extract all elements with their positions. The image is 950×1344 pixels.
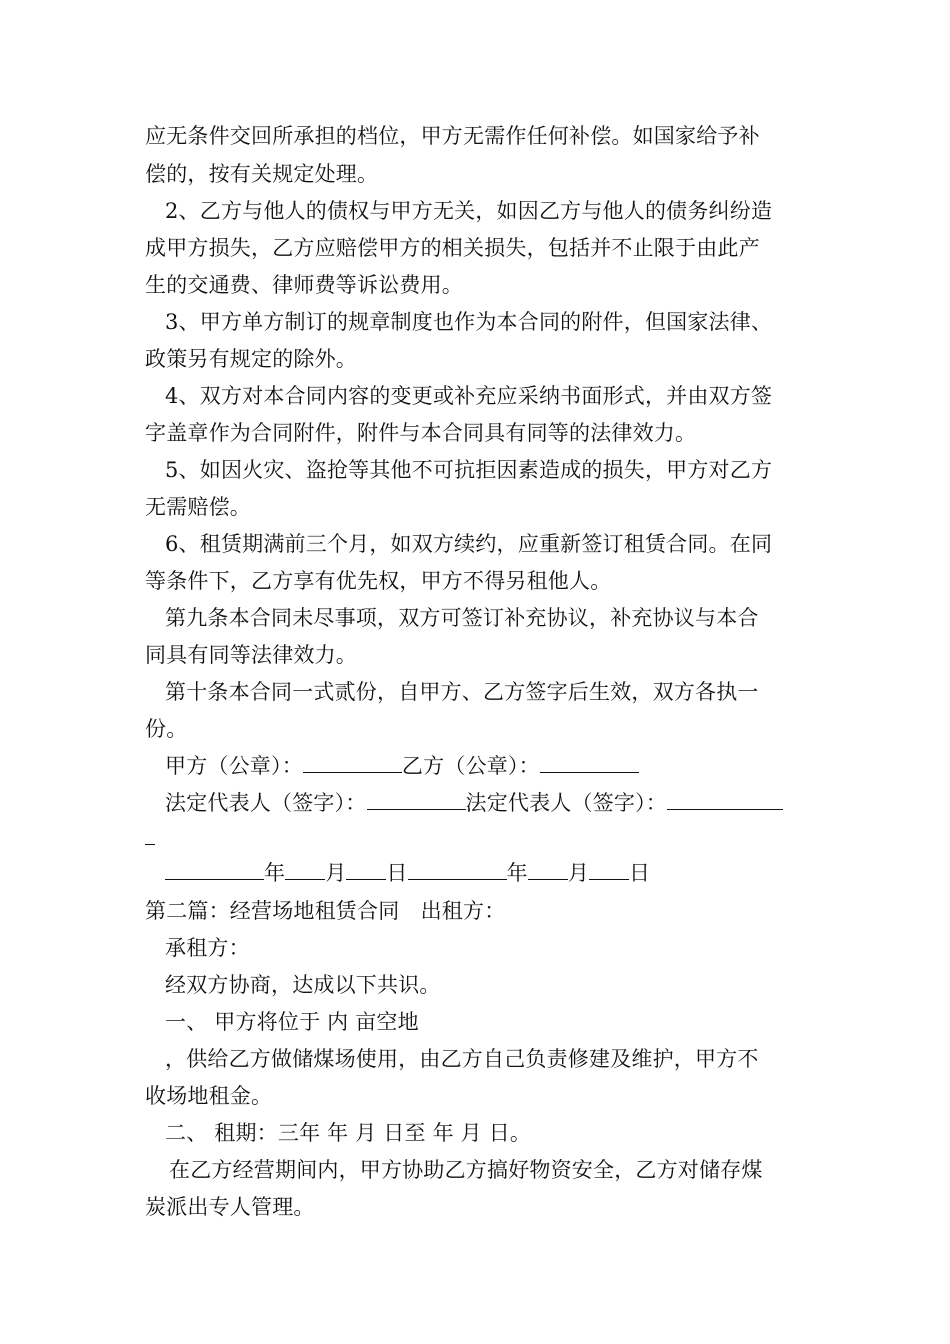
party-a-seal-blank[interactable] bbox=[303, 750, 402, 773]
clause-2-line: 2、乙方与他人的债权与甲方无关，如因乙方与他人的债务纠纷造 bbox=[165, 199, 773, 223]
date-a-year-blank[interactable] bbox=[165, 857, 264, 880]
paragraph-line: 字盖章作为合同附件，附件与本合同具有同等的法律效力。 bbox=[145, 421, 697, 445]
clause-6-line: 6、租赁期满前三个月，如双方续约，应重新签订租赁合同。在同 bbox=[165, 532, 773, 556]
paragraph-line: 政策另有规定的除外。 bbox=[145, 347, 357, 371]
lessee-line: 承租方： bbox=[165, 936, 250, 960]
paragraph-line: 等条件下，乙方享有优先权，甲方不得另租他人。 bbox=[145, 569, 612, 593]
clause-4-line: 4、双方对本合同内容的变更或补充应采纳书面形式，并由双方签 bbox=[165, 384, 773, 408]
paragraph-line: 在乙方经营期间内，甲方协助乙方搞好物资安全，乙方对储存煤 bbox=[169, 1158, 763, 1182]
date-b-year-blank[interactable] bbox=[408, 857, 507, 880]
year-label: 年 bbox=[506, 861, 528, 885]
paragraph-line: 收场地租金。 bbox=[145, 1084, 273, 1108]
rep-a-blank[interactable] bbox=[367, 787, 466, 810]
article-9-line: 第九条本合同未尽事项，双方可签订补充协议，补充协议与本合 bbox=[165, 606, 759, 630]
month-label: 月 bbox=[567, 861, 590, 885]
rep-b-blank-continued[interactable] bbox=[145, 822, 155, 845]
article-10-line: 第十条本合同一式贰份，自甲方、乙方签字后生效，双方各执一 bbox=[165, 680, 759, 704]
day-label: 日 bbox=[629, 861, 651, 885]
rep-b-label: 法定代表人（签字）： bbox=[465, 791, 667, 815]
date-b-month-blank[interactable] bbox=[528, 857, 568, 880]
rep-b-blank[interactable] bbox=[667, 787, 783, 810]
day-label: 日 bbox=[386, 861, 408, 885]
paragraph-line: 经双方协商，达成以下共识。 bbox=[165, 973, 441, 997]
clause-5-line: 5、如因火灾、盗抢等其他不可抗拒因素造成的损失，甲方对乙方 bbox=[165, 458, 773, 482]
rep-a-label: 法定代表人（签字）： bbox=[165, 791, 367, 815]
date-a-month-blank[interactable] bbox=[285, 857, 325, 880]
paragraph-line: ，供给乙方做储煤场使用，由乙方自己负责修建及维护，甲方不 bbox=[165, 1047, 759, 1071]
clause-1-line: 一、 甲方将位于 内 亩空地 bbox=[165, 1010, 419, 1034]
paragraph-line: 份。 bbox=[145, 717, 188, 741]
paragraph-line: 无需赔偿。 bbox=[145, 495, 251, 519]
paragraph-line: 炭派出专人管理。 bbox=[145, 1195, 315, 1219]
clause-3-line: 3、甲方单方制订的规章制度也作为本合同的附件，但国家法律、 bbox=[165, 310, 773, 334]
paragraph-line: 同具有同等法律效力。 bbox=[145, 643, 357, 667]
party-b-seal-blank[interactable] bbox=[540, 750, 639, 773]
party-a-seal-label: 甲方（公章）： bbox=[165, 754, 303, 778]
year-label: 年 bbox=[264, 861, 286, 885]
date-b-day-blank[interactable] bbox=[589, 857, 629, 880]
rep-b-blank-wrap bbox=[145, 821, 155, 855]
paragraph-line: 成甲方损失，乙方应赔偿甲方的相关损失，包括并不止限于由此产 bbox=[145, 236, 760, 260]
section-title: 第二篇：经营场地租赁合同 出租方： bbox=[145, 899, 506, 923]
paragraph-line: 生的交通费、律师费等诉讼费用。 bbox=[145, 273, 463, 297]
representative-signature-line bbox=[165, 786, 783, 820]
date-a-day-blank[interactable] bbox=[346, 857, 386, 880]
party-b-seal-label: 乙方（公章）： bbox=[401, 754, 540, 778]
date-line bbox=[165, 856, 650, 890]
paragraph-line: 偿的，按有关规定处理。 bbox=[145, 162, 379, 186]
month-label: 月 bbox=[325, 861, 347, 885]
paragraph-line: 应无条件交回所承担的档位，甲方无需作任何补偿。如国家给予补 bbox=[145, 124, 760, 148]
clause-2-line: 二、 租期：三年 年 月 日至 年 月 日。 bbox=[165, 1121, 532, 1145]
seal-signature-line bbox=[165, 749, 639, 783]
